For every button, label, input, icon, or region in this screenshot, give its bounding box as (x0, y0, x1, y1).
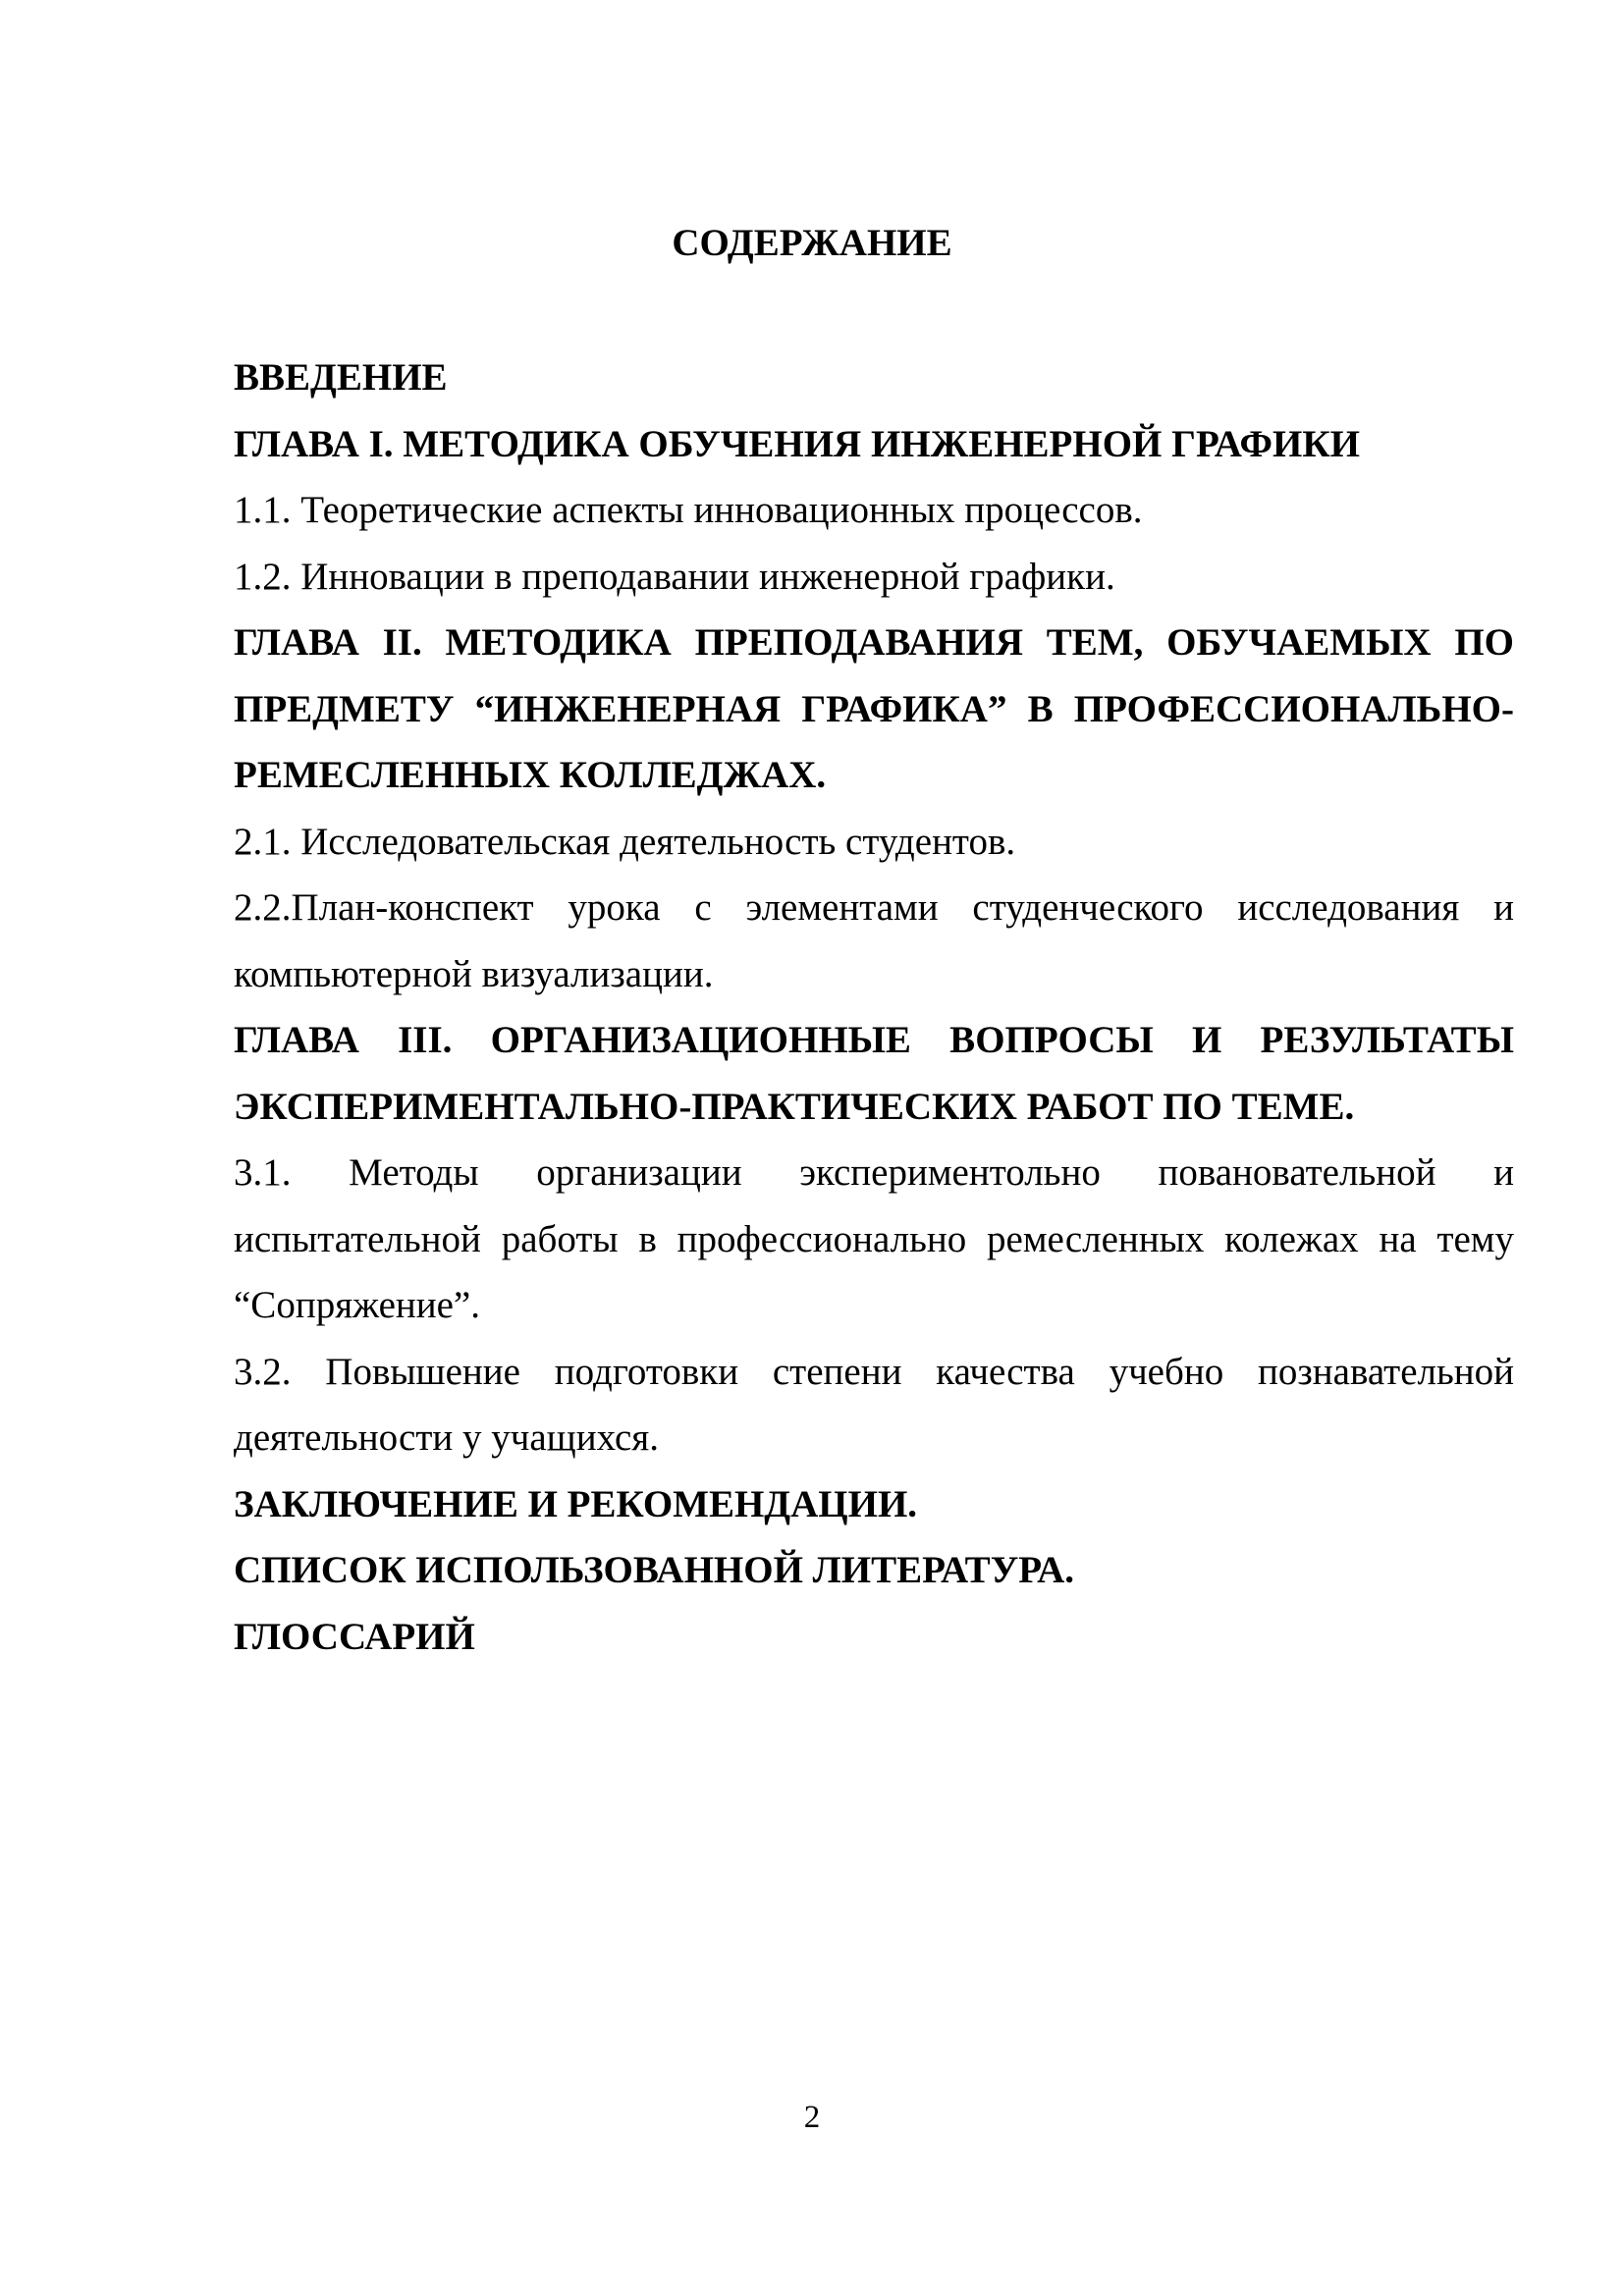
toc-section-1-1: 1.1. Теоретические аспекты инновационных процессов. (234, 489, 1143, 531)
toc-section-3-1: 3.1. Методы организации экспериментольно повановательной и испытательной работы в профессионально ремесленных колежах на тему “Сопряжение”. (234, 1151, 1514, 1326)
toc-conclusion: ЗАКЛЮЧЕНИЕ И РЕКОМЕНДАЦИИ. (234, 1482, 918, 1525)
toc-section-2-1: 2.1. Исследовательская деятельность студентов. (234, 820, 1016, 863)
table-of-contents (234, 345, 1514, 1670)
toc-chapter-3: ГЛАВА III. ОРГАНИЗАЦИОННЫЕ ВОПРОСЫ И РЕЗУЛЬТАТЫ ЭКСПЕРИМЕНТАЛЬНО-ПРАКТИЧЕСКИХ РАБОТ ПО ТЕМЕ. (234, 1019, 1514, 1128)
toc-chapter-2: ГЛАВА II. МЕТОДИКА ПРЕПОДАВАНИЯ ТЕМ, ОБУЧАЕМЫХ ПО ПРЕДМЕТУ “ИНЖЕНЕРНАЯ ГРАФИКА” В ПРОФЕССИОНАЛЬНО-РЕМЕСЛЕННЫХ КОЛЛЕДЖАХ. (234, 621, 1514, 796)
toc-introduction: ВВЕДЕНИЕ (234, 356, 448, 399)
toc-glossary: ГЛОССАРИЙ (234, 1615, 475, 1658)
toc-chapter-1: ГЛАВА I. МЕТОДИКА ОБУЧЕНИЯ ИНЖЕНЕРНОЙ ГРАФИКИ (234, 422, 1360, 465)
toc-section-2-2: 2.2.План-конспект урока с элементами студенческого исследования и компьютерной визуализации. (234, 886, 1514, 995)
toc-section-1-2: 1.2. Инновации в преподавании инженерной графики. (234, 555, 1115, 598)
toc-bibliography: СПИСОК ИСПОЛЬЗОВАННОЙ ЛИТЕРАТУРА. (234, 1549, 1075, 1591)
toc-section-3-2: 3.2. Повышение подготовки степени качества учебно познавательной деятельности у учащихся. (234, 1350, 1514, 1459)
page-title: СОДЕРЖАНИЕ (672, 222, 952, 264)
page-number: 2 (803, 2100, 821, 2135)
